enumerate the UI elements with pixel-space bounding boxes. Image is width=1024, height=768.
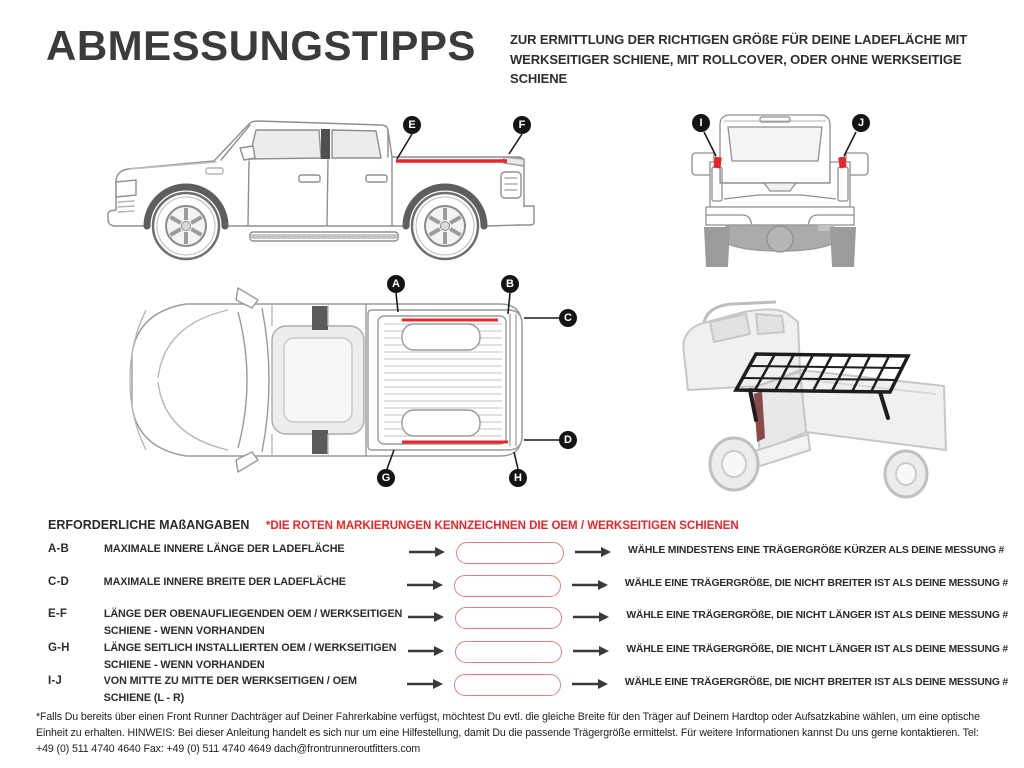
truck-rear-body xyxy=(692,115,868,267)
measurement-row-ab xyxy=(48,541,1008,564)
row-code: E-F xyxy=(48,608,68,620)
arrow-icon xyxy=(568,606,614,623)
marker-j: J xyxy=(852,114,870,132)
marker-c: C xyxy=(559,309,577,327)
row-result: WÄHLE EINE TRÄGERGRÖßE, DIE NICHT LÄNGER IST ALS DEINE MESSUNG # xyxy=(626,644,1008,655)
measurement-input-oval[interactable] xyxy=(456,542,564,564)
row-result: WÄHLE EINE TRÄGERGRÖßE, DIE NICHT LÄNGER IST ALS DEINE MESSUNG # xyxy=(626,610,1008,621)
truck-top-body xyxy=(130,288,522,472)
arrow-icon xyxy=(402,574,448,591)
arrow-icon xyxy=(567,574,613,591)
row-label: MAXIMALE INNERE LÄNGE DER LADEFLÄCHE xyxy=(104,543,345,555)
red-rails-note: *DIE ROTEN MARKIERUNGEN KENNZEICHNEN DIE OEM / WERKSEITIGEN SCHIENEN xyxy=(265,520,739,532)
measurement-row-ef xyxy=(48,606,1008,639)
measurement-row-ij xyxy=(48,673,1008,706)
row-code: A-B xyxy=(48,543,70,555)
measurement-input-oval[interactable] xyxy=(455,641,563,663)
front-wheel xyxy=(153,193,219,259)
row-result: WÄHLE EINE TRÄGERGRÖßE, DIE NICHT BREITER IST ALS DEINE MESSUNG # xyxy=(624,677,1008,688)
measurement-row-cd xyxy=(48,574,1008,597)
arrow-icon xyxy=(570,541,616,558)
marker-i: I xyxy=(692,114,710,132)
row-label: MAXIMALE INNERE BREITE DER LADEFLÄCHE xyxy=(103,576,346,588)
marker-a: A xyxy=(387,275,405,293)
arrow-icon xyxy=(403,640,449,657)
marker-f: F xyxy=(513,116,531,134)
marker-e: E xyxy=(403,116,421,134)
measurements-header xyxy=(48,516,739,534)
row-label: LÄNGE DER OBENAUFLIEGENDEN OEM / WERKSEITIGEN SCHIENE - WENN VORHANDEN xyxy=(103,608,403,637)
ghost-truck-body xyxy=(683,302,946,497)
measurement-input-oval[interactable] xyxy=(455,607,563,629)
arrow-icon xyxy=(567,673,613,690)
row-label: LÄNGE SEITLICH INSTALLIERTEN OEM / WERKSEITIGEN SCHIENE - WENN VORHANDEN xyxy=(103,642,397,671)
row-code: C-D xyxy=(48,576,70,588)
arrow-icon xyxy=(568,640,614,657)
row-result: WÄHLE MINDESTENS EINE TRÄGERGRÖßE KÜRZER ALS DEINE MESSUNG # xyxy=(628,545,1005,556)
row-label: VON MITTE ZU MITTE DER WERKSEITIGEN / OEM SCHIENE (L - R) xyxy=(103,675,357,704)
arrow-icon xyxy=(403,606,449,623)
measurement-input-oval[interactable] xyxy=(454,674,561,696)
measurement-row-gh xyxy=(48,640,1008,673)
marker-h: H xyxy=(509,469,527,487)
marker-d: D xyxy=(559,431,577,449)
measurement-input-oval[interactable] xyxy=(454,575,561,597)
marker-stems-ef xyxy=(397,134,522,159)
truck-top-view-diagram xyxy=(110,268,592,490)
rear-wheel xyxy=(412,193,478,259)
marker-b: B xyxy=(501,275,519,293)
arrow-icon xyxy=(404,541,450,558)
row-code: G-H xyxy=(48,642,70,654)
marker-g: G xyxy=(377,469,395,487)
truck-side-view-diagram xyxy=(100,108,540,272)
arrow-icon xyxy=(402,673,448,690)
truck-bed-rack-3d-view xyxy=(648,292,992,506)
page-subtitle: ZUR ERMITTLUNG DER RICHTIGEN GRÖßE FÜR DEINE LADEFLÄCHE MIT WERKSEITIGER SCHIENE, MIT ROLLCOVER, ODER OHNE WERKSEITIGE SCHIENE xyxy=(510,32,968,86)
footnote-text: *Falls Du bereits über einen Front Runner Dachträger auf Deiner Fahrerkabine verfügst, möchtest Du evtl. die gleiche Breite für den Träger auf Deinem Hardtop oder Aufsatzkabine wählen, um eine optische Einheit zu erhalten. HINWEIS: Bei dieser Anleitung handelt es sich nur um eine Hilfestellung, damit Du die passende Trägergröße ermittelst. Für weitere Informationen kannst Du uns gerne kontaktieren. Tel: +49 (0) 511 4740 4640 Fax: +49 (0) 511 4740 4649 dach@frontrunneroutfitters.com xyxy=(36,711,980,755)
row-code: I-J xyxy=(48,675,63,687)
measurements-heading: ERFORDERLICHE MAßANGABEN xyxy=(48,518,250,532)
page-title: ABMESSUNGSTIPPS xyxy=(46,22,476,69)
row-result: WÄHLE EINE TRÄGERGRÖßE, DIE NICHT BREITER IST ALS DEINE MESSUNG # xyxy=(624,578,1008,589)
